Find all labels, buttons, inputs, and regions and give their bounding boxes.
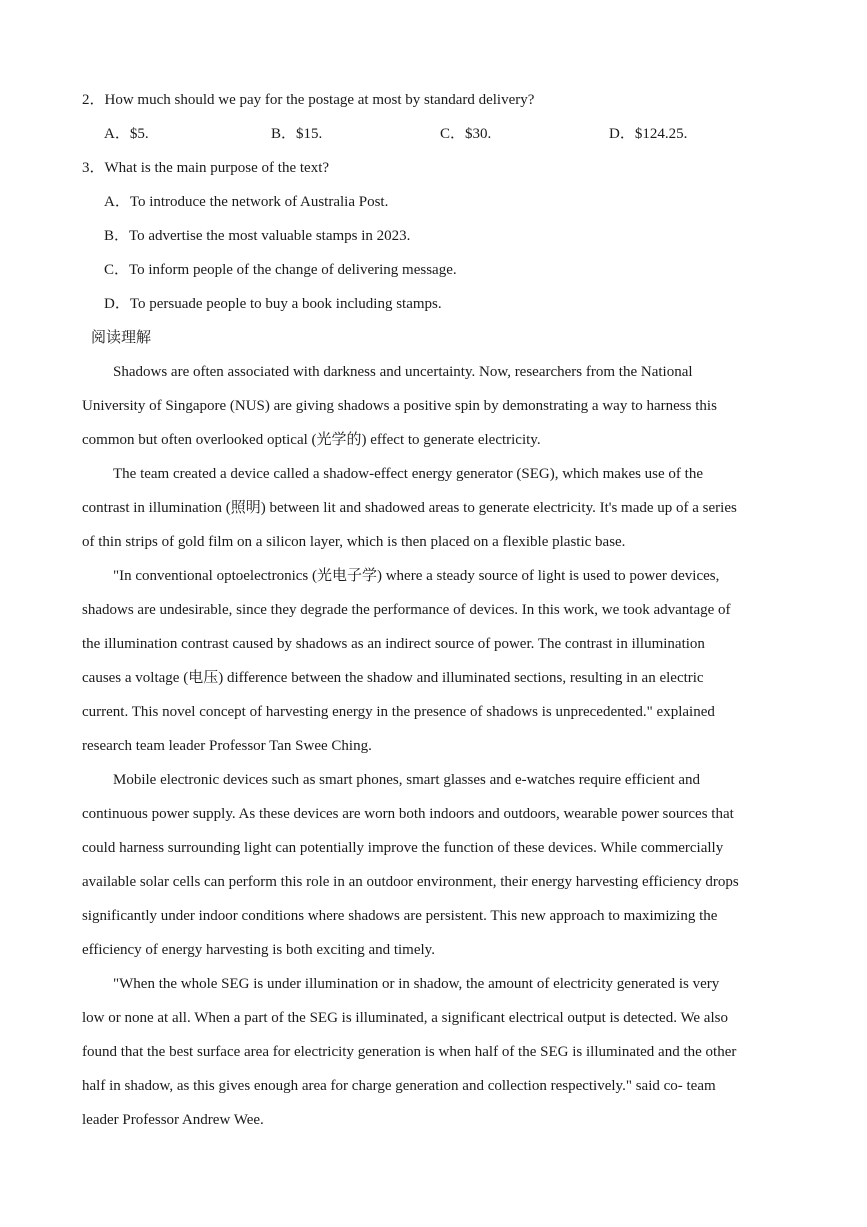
passage-line: found that the best surface area for electricity generation is when half of the SEG is illuminated and the other: [82, 1044, 737, 1060]
question-2-option-a: A．$5.: [104, 126, 149, 142]
passage-line: "When the whole SEG is under illumination or in shadow, the amount of electricity generated is very: [113, 976, 720, 992]
passage-line: the illumination contrast caused by shadows as an indirect source of power. The contrast in illumination: [82, 636, 705, 652]
passage-line: half in shadow, as this gives enough area for charge generation and collection respectively." said co- team: [82, 1078, 716, 1094]
passage-line: current. This novel concept of harvesting energy in the presence of shadows is unprecedented." explained: [82, 704, 715, 720]
passage-line: The team created a device called a shadow-effect energy generator (SEG), which makes use of the: [113, 466, 704, 482]
passage-line: Mobile electronic devices such as smart phones, smart glasses and e-watches require efficient and: [113, 772, 701, 788]
passage-line: of thin strips of gold film on a silicon layer, which is then placed on a flexible plastic base.: [82, 534, 626, 550]
question-3-option-a: A．To introduce the network of Australia Post.: [104, 194, 389, 210]
passage-line: "In conventional optoelectronics (光电子学) where a steady source of light is used to power devices,: [113, 568, 720, 584]
question-3-option-d: D．To persuade people to buy a book including stamps.: [104, 296, 442, 312]
question-2-option-b: B．$15.: [271, 126, 323, 142]
section-label: 阅读理解: [91, 330, 152, 346]
passage-line: University of Singapore (NUS) are giving shadows a positive spin by demonstrating a way to harness this: [82, 398, 717, 414]
passage-line: significantly under indoor conditions where shadows are persistent. This new approach to maximizing the: [82, 908, 718, 924]
question-2-option-c: C．$30.: [440, 126, 492, 142]
passage-line: shadows are undesirable, since they degrade the performance of devices. In this work, we took advantage of: [82, 602, 731, 618]
passage-line: continuous power supply. As these devices are worn both indoors and outdoors, wearable power sources that: [82, 806, 734, 822]
question-3-stem: 3．What is the main purpose of the text?: [82, 160, 330, 176]
passage-line: available solar cells can perform this role in an outdoor environment, their energy harvesting efficiency drops: [82, 874, 739, 890]
passage-line: efficiency of energy harvesting is both exciting and timely.: [82, 942, 435, 958]
passage-line: causes a voltage (电压) difference between the shadow and illuminated sections, resulting in an electric: [82, 670, 704, 686]
question-2-option-d: D．$124.25.: [609, 126, 688, 142]
question-2-stem: 2．How much should we pay for the postage at most by standard delivery?: [82, 92, 535, 108]
passage-line: contrast in illumination (照明) between lit and shadowed areas to generate electricity. It's made up of a series: [82, 500, 737, 516]
passage-line: low or none at all. When a part of the SEG is illuminated, a significant electrical output is detected. We also: [82, 1010, 728, 1026]
question-3-option-c: C．To inform people of the change of delivering message.: [104, 262, 457, 278]
passage-line: research team leader Professor Tan Swee Ching.: [82, 738, 372, 754]
passage-line: leader Professor Andrew Wee.: [82, 1112, 264, 1128]
passage-line: Shadows are often associated with darkness and uncertainty. Now, researchers from the National: [113, 364, 693, 380]
question-3-option-b: B．To advertise the most valuable stamps in 2023.: [104, 228, 411, 244]
passage-line: common but often overlooked optical (光学的) effect to generate electricity.: [82, 432, 541, 448]
passage-line: could harness surrounding light can potentially improve the function of these devices. While commercially: [82, 840, 724, 856]
